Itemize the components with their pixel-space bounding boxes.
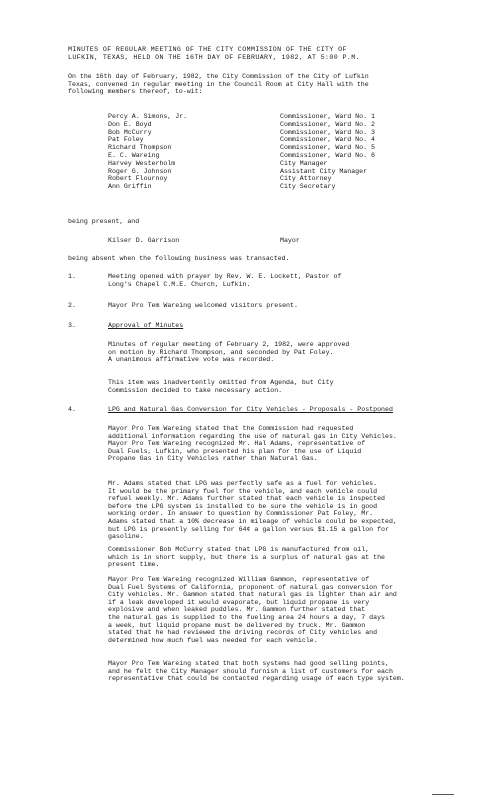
roster-row: [108, 152, 400, 160]
document-title: [68, 46, 360, 61]
roster-row: [108, 113, 400, 121]
roster-row: [108, 136, 400, 144]
title-line-2: LUFKIN, TEXAS, HELD ON THE 16TH DAY OF FEBRUARY, 1982, AT 5:00 P.M.: [68, 53, 360, 61]
item-3-heading: Approval of Minutes: [108, 322, 184, 329]
being-present-text: being present, and: [68, 218, 140, 225]
member-name: Pat Foley: [108, 136, 144, 144]
member-name: Ann Griffin: [108, 183, 152, 191]
member-position: Assistant City Manager: [280, 167, 368, 175]
intro-paragraph: On the 16th day of February, 1982, the City Commission of the City of Lufkin Texas, convened in regular meeting in the Council Room at City Hall with the following members thereof, to-wit:: [68, 73, 369, 96]
absent-member-name: Kilser D. Garrison: [108, 237, 180, 244]
item-number: 1.: [68, 273, 76, 280]
page-mark: [432, 794, 454, 799]
item-1-text: Meeting opened with prayer by Rev. W. E. Lockett, Pastor of Long's Chapel C.M.E. Church, Lufkin.: [108, 273, 342, 288]
member-name: Bob McCurry: [108, 128, 152, 136]
member-position: Commissioner, Ward No. 2: [280, 120, 375, 128]
members-roster: [108, 113, 400, 191]
item-4-paragraph: Mayor Pro Tem Wareing stated that both systems had good selling points, and he felt the City Manager should furnish a list of customers for each representative that could be contacted regarding usage of each type system.: [108, 660, 405, 683]
roster-row: [108, 160, 400, 168]
roster-row: [108, 183, 400, 191]
member-name: Percy A. Simons, Jr.: [108, 113, 188, 120]
member-position: City Attorney: [280, 175, 332, 183]
roster-row: [108, 144, 400, 152]
absent-member-position: Mayor: [280, 237, 300, 244]
member-position: City Manager: [280, 159, 328, 167]
member-position: City Secretary: [280, 183, 336, 191]
member-position: Commissioner, Ward No. 1: [280, 113, 375, 120]
item-4-paragraph: Mr. Adams stated that LPG was perfectly safe as a fuel for vehicles. It would be the primary fuel for the vehicle, and each vehicle could refuel weekly. Mr. Adams further stated that each vehicle is inspected before the LPG system is installed to be sure the vehicle is in good working order. In answer to question by Commissioner Pat Foley, Mr. Adams stated that a 10% decrease in mileage of vehicle could be expected, but LPG is presently selling for 64¢ a gallon versus $1.15 a gallon for gasoline.: [108, 480, 397, 541]
member-position: Commissioner, Ward No. 5: [280, 144, 375, 152]
roster-row: [108, 175, 400, 183]
roster-row: [108, 121, 400, 129]
roster-row: [108, 129, 400, 137]
being-absent-text: being absent when the following business was transacted.: [68, 255, 290, 262]
member-name: E. C. Wareing: [108, 151, 160, 159]
member-name: Harvey Westerholm: [108, 159, 176, 167]
member-position: Commissioner, Ward No. 6: [280, 151, 375, 159]
item-4-paragraph: Mayor Pro Tem Wareing recognized William Gammon, representative of Dual Fuel Systems of California, proponent of natural gas conversion for City vehicles. Mr. Gammon stated that natural gas is lighter than air and if a leak developed it would evaporate, but liquid propane is very explosive and when leaked puddles. Mr. Gammon further stated that the natural gas is supplied to the fueling area 24 hours a day, 7 days a week, but liquid propane must be delivered by truck. Mr. Gammon stated that he had reviewed the driving records of City vehicles and determined how much fuel was needed for each vehicle.: [108, 576, 397, 644]
member-name: Robert Flournoy: [108, 175, 168, 183]
member-position: Commissioner, Ward No. 4: [280, 136, 375, 144]
item-4-heading: LPG and Natural Gas Conversion for City Vehicles - Proposals - Postponed: [108, 406, 393, 413]
item-4-paragraph: Commissioner Bob McCurry stated that LPG is manufactured from oil, which is in short supply, but there is a surplus of natural gas at the present time.: [108, 546, 385, 569]
item-number: 2.: [68, 302, 76, 309]
item-2-text: Mayor Pro Tem Wareing welcomed visitors present.: [108, 302, 298, 309]
item-3-paragraph: Minutes of regular meeting of February 2, 1982, were approved on motion by Richard Thompson, and seconded by Pat Foley. A unanimous affirmative vote was recorded.: [108, 341, 350, 364]
item-number: 3.: [68, 322, 76, 329]
item-3-paragraph: This item was inadvertently omitted from Agenda, but City Commission decided to take necessary action.: [108, 379, 334, 394]
roster-row: [108, 168, 400, 176]
member-name: Roger G. Johnson: [108, 167, 172, 175]
item-4-paragraph: Mayor Pro Tem Wareing stated that the Commission had requested additional information regarding the use of natural gas in City Vehicles. Mayor Pro Tem Wareing recognized Mr. Hal Adams, representative of Dual Fuels, Lufkin, who presented his plan for the use of Liquid Propane Gas in City Vehicles rather than Natural Gas.: [108, 425, 397, 463]
member-position: Commissioner, Ward No. 3: [280, 128, 375, 136]
member-name: Richard Thompson: [108, 144, 172, 152]
member-name: Don E. Boyd: [108, 120, 152, 128]
title-line-1: MINUTES OF REGULAR MEETING OF THE CITY COMMISSION OF THE CITY OF: [68, 46, 347, 53]
item-number: 4.: [68, 406, 76, 413]
